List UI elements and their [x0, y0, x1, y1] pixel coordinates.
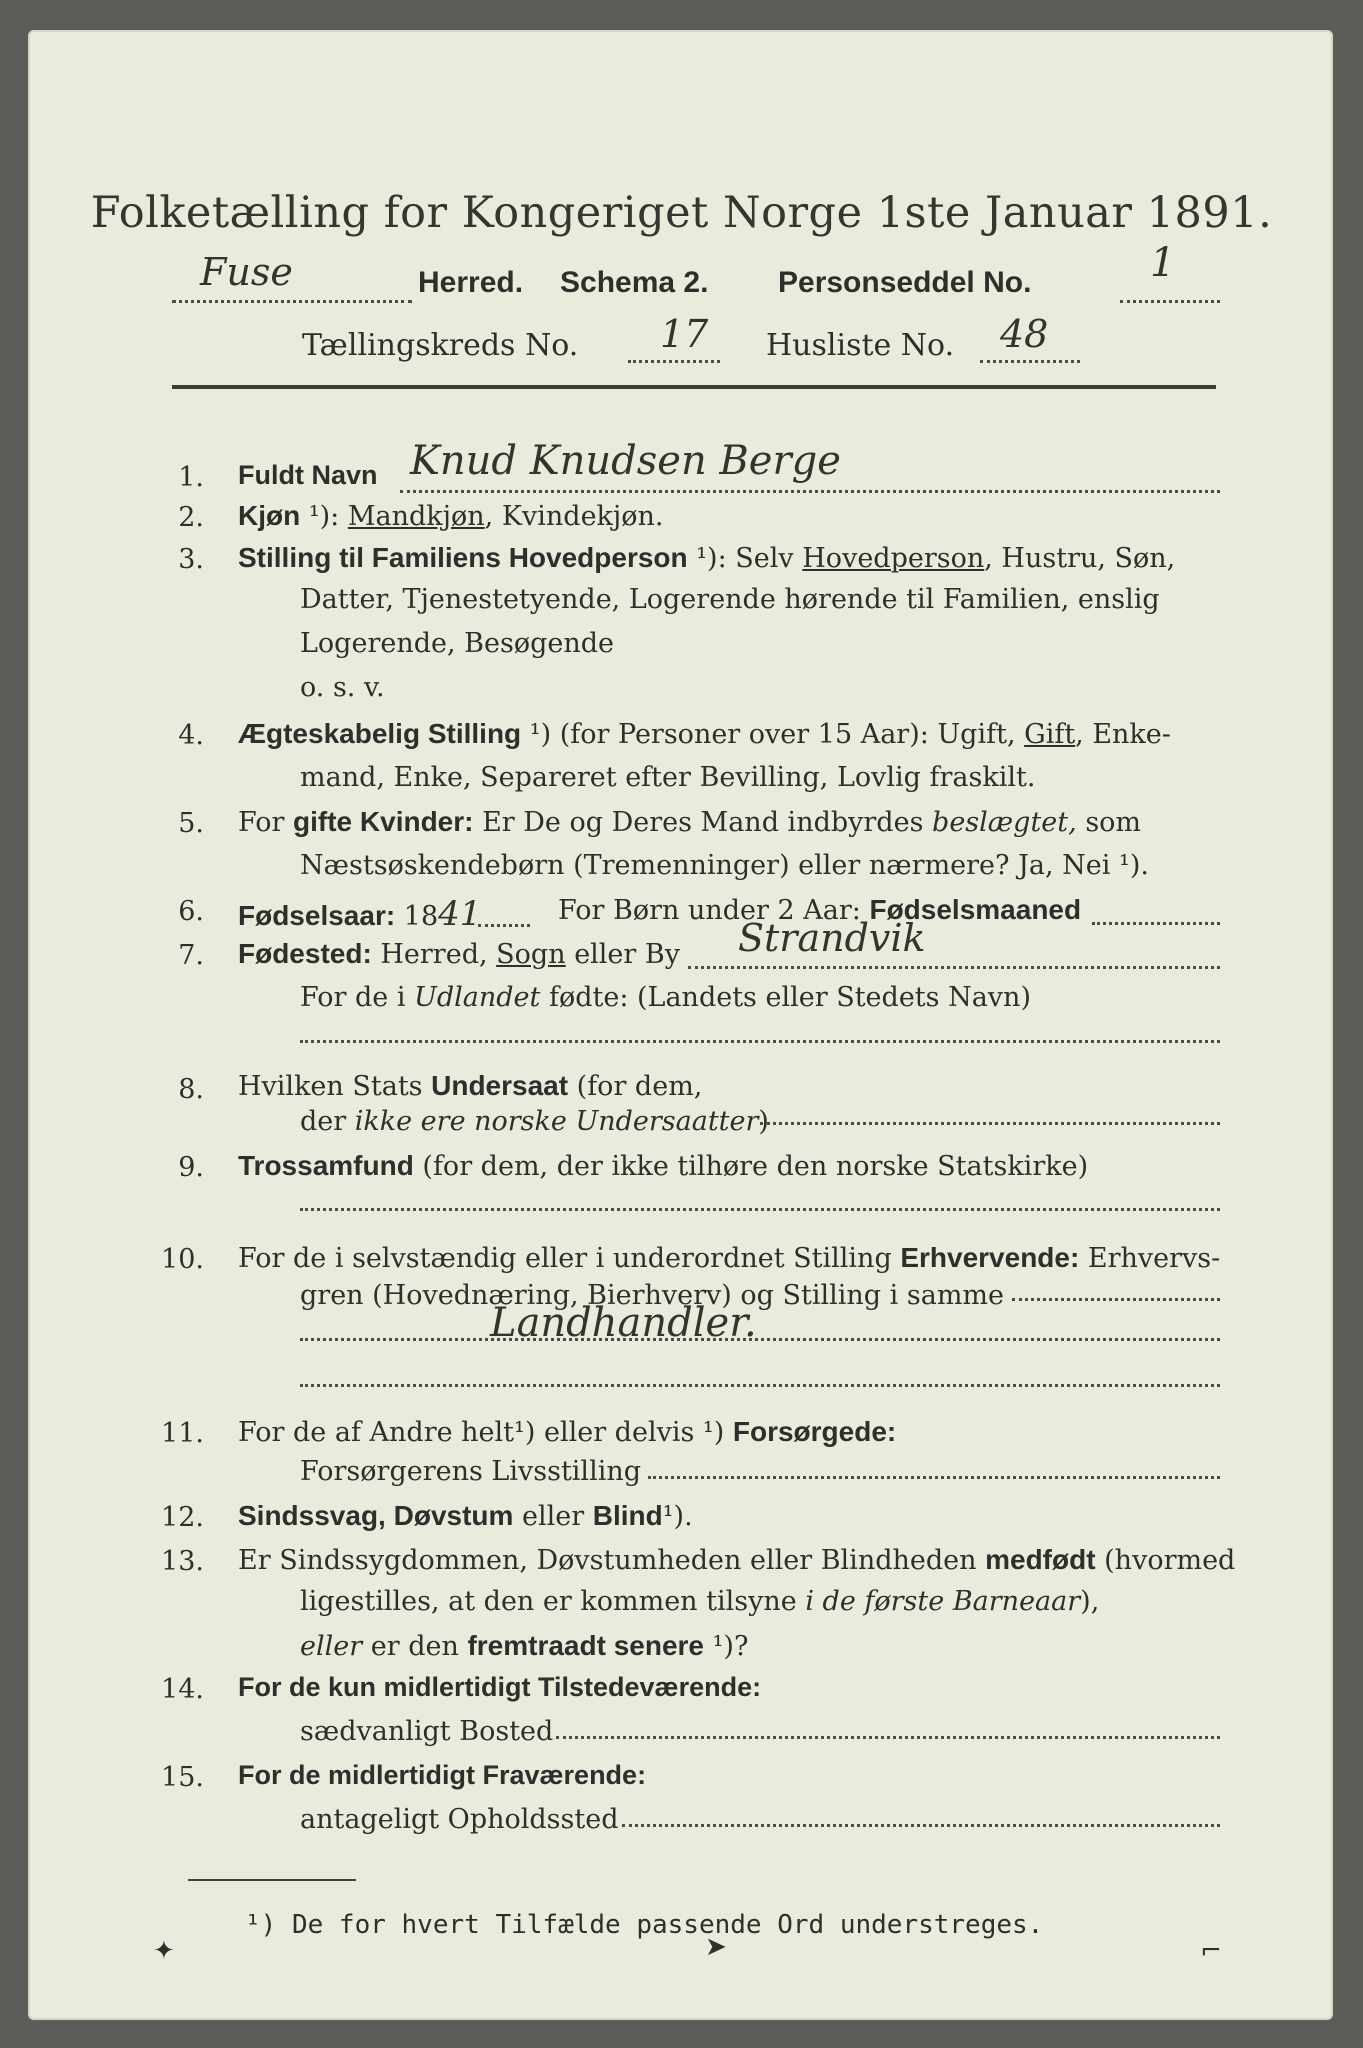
q8-post: (for dem, [576, 1071, 703, 1102]
husliste-label: Husliste No. [766, 328, 955, 363]
q15-label: For de midlertidigt Fraværende: [238, 1760, 647, 1790]
binding-mark-right-icon: ⌐ [1200, 1936, 1222, 1966]
q1-value: Knud Knudsen Berge [410, 438, 841, 484]
q15-line2: antageligt Opholdssted [300, 1804, 619, 1835]
q7-l2a: For de i [300, 982, 406, 1013]
kreds-dots [628, 360, 720, 363]
q8-pre: Hvilken Stats [238, 1071, 423, 1102]
q7-l2b: fødte: (Landets eller Stedets Navn) [548, 982, 1031, 1013]
q14-line2: sædvanligt Bosted [300, 1716, 554, 1747]
q7-label: Fødested: [238, 938, 372, 969]
husliste-value: 48 [1000, 312, 1049, 356]
personseddel-dots [1120, 300, 1220, 303]
q2-text [238, 500, 664, 532]
q13-line2: ligestilles, at den er kommen tilsyne i de første Barneaar), [300, 1586, 1100, 1617]
personseddel-value: 1 [1150, 240, 1176, 286]
q9-line [238, 1150, 1088, 1182]
q15-number: 15. [161, 1762, 204, 1793]
q13-number: 13. [161, 1546, 204, 1577]
herred-label: Herred. [418, 266, 524, 299]
header-rule [172, 385, 1216, 389]
q10-label: Erhvervende: [900, 1242, 1080, 1273]
q3-line3: Logerende, Besøgende [300, 628, 614, 659]
q9-post: (for dem, der ikke tilhøre den norske Statskirke) [422, 1151, 1089, 1182]
footnote-rule [188, 1879, 356, 1881]
q11-mid: eller delvis [543, 1417, 695, 1448]
q10-value: Landhandler. [490, 1300, 757, 1346]
q2-label: Kjøn [238, 500, 301, 531]
q10-pre: For de i selvstændig eller i underordnet Stilling [238, 1243, 892, 1274]
q5-line2: Næstsøskendebørn (Tremenninger) eller nærmere? Ja, Nei ¹). [300, 850, 1149, 881]
q13-line3 [300, 1630, 748, 1662]
q7-l2em: Udlandet [414, 982, 541, 1013]
q3-pre: Selv [735, 543, 794, 574]
q10-number: 10. [161, 1244, 204, 1275]
q4-number: 4. [178, 720, 204, 751]
q11-sup2: ¹) [702, 1417, 725, 1448]
footnote: ¹) De for hvert Tilfælde passende Ord understreges. [245, 1910, 1044, 1940]
q8-dots [760, 1122, 1220, 1125]
q5-number: 5. [178, 808, 204, 839]
q8-number: 8. [178, 1074, 204, 1105]
q4-line1 [238, 718, 1171, 750]
q12-line [238, 1500, 693, 1532]
q6-post-text: For Børn under 2 Aar: [558, 895, 861, 926]
q13-l3c: ¹)? [712, 1631, 749, 1662]
q4-post: , Enke- [1075, 719, 1171, 750]
q12-end: ¹). [662, 1501, 693, 1532]
herred-dots [172, 300, 412, 303]
kreds-label: Tællingskreds No. [302, 328, 579, 363]
q11-line2: Forsørgerens Livsstilling [300, 1456, 642, 1487]
q1-number: 1. [178, 462, 204, 493]
herred-value: Fuse [200, 250, 293, 294]
q8-line1 [238, 1070, 702, 1102]
q8-label: Undersaat [431, 1070, 569, 1101]
q6-label: Fødselsaar: [238, 900, 396, 931]
q4-line2: mand, Enke, Separeret efter Bevilling, Lovlig fraskilt. [300, 762, 1036, 793]
q6-value: 41 [438, 894, 482, 934]
q12-label2: Blind [592, 1500, 663, 1531]
binding-mark-center-icon: ➤ [705, 1932, 727, 1962]
q5-emphasis: beslægtet, [932, 807, 1077, 838]
q7-value: Strandvik [738, 916, 926, 960]
q11-sup: ¹) [514, 1417, 536, 1448]
q6-prefix: 18 [403, 901, 439, 932]
q3-option-selected: Hovedperson [802, 543, 985, 574]
q11-line1 [238, 1416, 896, 1448]
q13-l3em: eller [300, 1631, 363, 1662]
q3-line4: o. s. v. [300, 672, 385, 703]
q13-label: medfødt [985, 1544, 1096, 1575]
q1-label: Fuldt Navn [238, 460, 378, 490]
q8-l2a: der [300, 1106, 347, 1137]
q10-line2: gren (Hovednæring, Bierhverv) og Stilling i samme [300, 1280, 1005, 1311]
q14-label: For de kun midlertidigt Tilstedeværende: [238, 1672, 762, 1702]
q5-line1 [238, 806, 1141, 838]
personseddel-label: Personseddel No. [778, 266, 1032, 299]
q12-mid: eller [522, 1501, 585, 1532]
q5-post: Er De og Deres Mand indbyrdes [482, 807, 924, 838]
q6-month-dots [1092, 922, 1220, 925]
q2-number: 2. [178, 502, 204, 533]
q15-dots [622, 1824, 1220, 1827]
q11-number: 11. [161, 1418, 204, 1449]
q4-pre: (for Personer over 15 Aar): Ugift, [559, 719, 1016, 750]
q3-line2: Datter, Tjenestetyende, Logerende hørende til Familien, enslig [300, 584, 1160, 615]
q13-l2em: i de første Barneaar [805, 1586, 1081, 1617]
binding-mark-left-icon: ✦ [153, 1936, 175, 1966]
q13-line1 [238, 1544, 1235, 1576]
q5-pre: For [238, 807, 285, 838]
q13-l3a: er den [370, 1631, 459, 1662]
husliste-dots [980, 360, 1080, 363]
q11-dots [648, 1476, 1220, 1479]
q9-label: Trossamfund [238, 1150, 414, 1181]
q7-line2 [300, 982, 1031, 1013]
q2-sup: ¹): [308, 501, 340, 532]
q3-post: , Hustru, Søn, [984, 543, 1176, 574]
q7-post: eller By [574, 939, 680, 970]
q12-number: 12. [161, 1502, 204, 1533]
q3-label: Stilling til Familiens Hovedperson [238, 542, 688, 573]
q14-dots [556, 1736, 1220, 1739]
kreds-value: 17 [660, 312, 709, 356]
q4-sup: ¹) [529, 719, 552, 750]
q3-line1 [238, 542, 1175, 574]
q7-foreign-dots [300, 1040, 1220, 1043]
q8-l2em: ikke ere norske Undersaatter [354, 1106, 759, 1137]
q11-label: Forsørgede: [732, 1416, 897, 1447]
q5-end: som [1085, 807, 1142, 838]
q1-dots [400, 490, 1220, 493]
q6-label2: Fødselsmaaned [869, 894, 1082, 925]
q10-line1 [238, 1242, 1220, 1274]
q13-l2a: ligestilles, at den er kommen tilsyne [300, 1586, 797, 1617]
q7-pre: Herred, [380, 939, 488, 970]
q10-dots2 [300, 1338, 1220, 1341]
q6-dots [478, 924, 530, 927]
q10-post: Erhvervs- [1087, 1243, 1221, 1274]
q3-sup: ¹): [696, 543, 727, 574]
q14-number: 14. [161, 1674, 204, 1705]
q10-dots3 [300, 1384, 1220, 1387]
q3-number: 3. [178, 544, 204, 575]
q9-number: 9. [178, 1152, 204, 1183]
q6-line [238, 894, 481, 934]
schema-label: Schema 2. [560, 266, 709, 299]
q12-label: Sindssvag, Døvstum [238, 1500, 514, 1531]
q4-label: Ægteskabelig Stilling [238, 718, 522, 749]
q2-option-b: , Kvindekjøn. [484, 501, 664, 532]
q7-dots [688, 966, 1220, 969]
q8-line2: der ikke ere norske Undersaatter) [300, 1106, 769, 1137]
q5-label: gifte Kvinder: [293, 806, 474, 837]
q11-pre: For de af Andre helt [238, 1417, 515, 1448]
q7-option-selected: Sogn [496, 939, 566, 970]
q13-l3b: fremtraadt senere [467, 1630, 705, 1661]
q6-number: 6. [178, 896, 204, 927]
q10-dots1 [1012, 1298, 1220, 1301]
q9-dots [300, 1208, 1220, 1211]
q7-line1 [238, 938, 680, 970]
q13-post: (hvormed [1104, 1545, 1236, 1576]
q7-number: 7. [178, 940, 204, 971]
form-title: Folketælling for Kongeriget Norge 1ste Januar 1891. [90, 188, 1273, 238]
q2-option-selected: Mandkjøn [347, 501, 485, 532]
q13-pre: Er Sindssygdommen, Døvstumheden eller Blindheden [238, 1545, 977, 1576]
q4-option-selected: Gift [1024, 719, 1076, 750]
